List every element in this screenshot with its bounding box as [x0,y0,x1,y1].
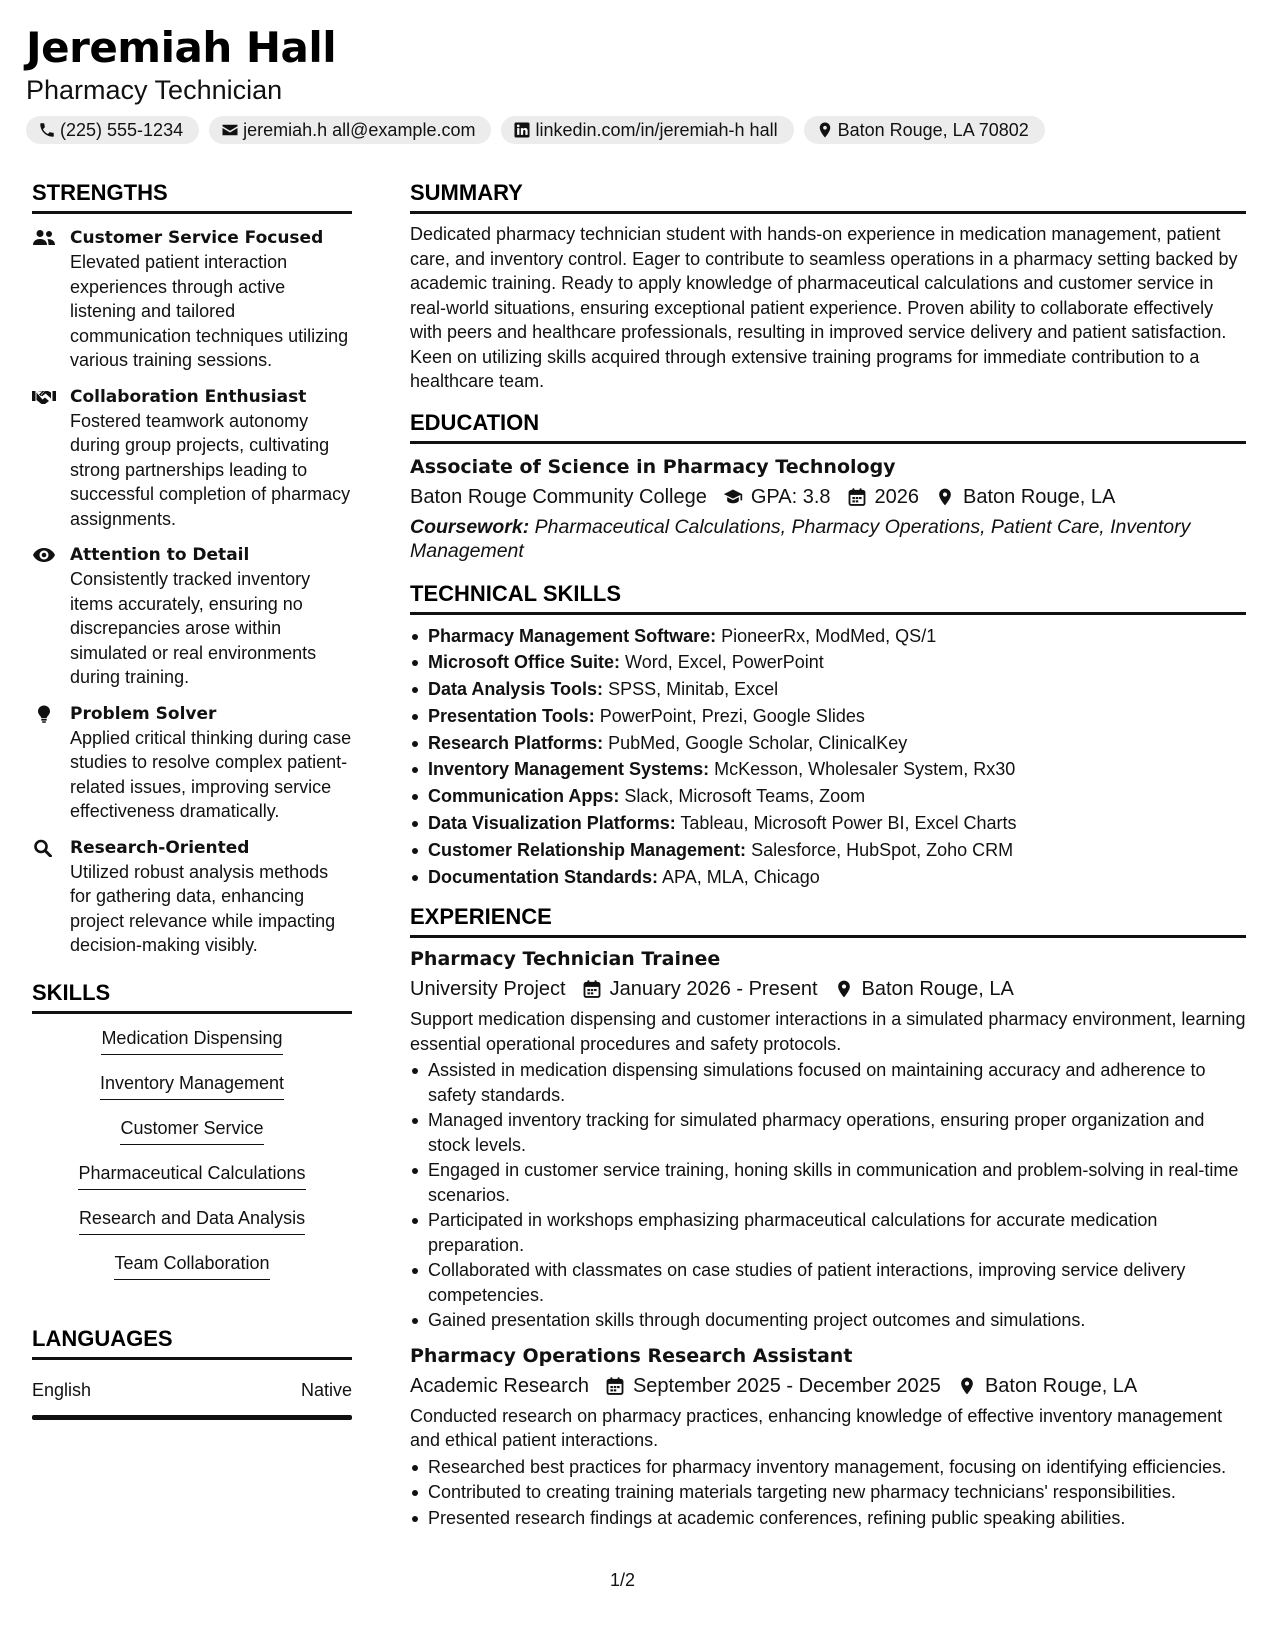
job-location: Baton Rouge, LA [861,978,1014,1001]
contact-bar [26,116,1246,144]
candidate-name: Jeremiah Hall [26,23,337,72]
calendar-icon [566,979,610,999]
skill-tag: Customer Service [120,1116,263,1145]
right-column [410,180,1246,1531]
list-item [410,676,1246,703]
list-item: Presented research findings at academic conferences, refining public speaking abilities. [410,1506,1246,1531]
tech-skill-value: Tableau, Microsoft Power BI, Excel Charts [680,813,1017,834]
job-title: Pharmacy Technician Trainee [410,948,721,971]
strength-item [32,702,352,824]
job-meta [410,1372,1246,1400]
eye-icon [32,543,70,690]
page-number: 1/2 [610,1570,636,1590]
job-organization: University Project [410,978,566,1001]
contact-email[interactable] [209,116,491,144]
strength-item [32,226,352,373]
tech-skill-value: McKesson, Wholesaler System, Rx30 [714,759,1016,780]
strength-item [32,385,352,532]
strengths-heading: STRENGTHS [32,180,352,214]
summary-text: Dedicated pharmacy technician student with hands-on experience in medication management, patient care, and inventory control. Eager to contribute to seamless operations in a pharmacy setting backed by academic training. Ready to apply knowledge of pharmaceutical calculations and customer service in real-world situations, ensuring exceptional patient experience. Proven ability to collaborate effectively with peers and healthcare professionals, resulting in improved service delivery and patient satisfaction. Keen on utilizing skills acquired through extensive training programs for immediate contribution to a healthcare team. [410,224,1238,391]
tech-skill-label: Research Platforms: [428,732,604,753]
contact-location-text: Baton Rouge, LA 70802 [837,120,1029,140]
strength-item [32,836,352,958]
contact-phone-text: (225) 555-1234 [60,120,184,140]
list-item [410,730,1246,757]
list-item [410,837,1246,864]
job-location: Baton Rouge, LA [984,1374,1138,1397]
job-description: Conducted research on pharmacy practices, enhancing knowledge of effective inventory management and ethical patient interactions. [410,1405,1223,1451]
graduation-cap-icon [707,487,751,507]
list-item [410,703,1246,730]
list-item: Contributed to creating training materials targeting new pharmacy technicians' responsibilities. [410,1480,1246,1505]
contact-linkedin-text: linkedin.com/in/jeremiah-h hall [535,120,778,140]
skill-tag: Inventory Management [100,1071,284,1100]
strength-title: Collaboration Enthusiast [70,386,307,407]
job-description: Support medication dispensing and customer interactions in a simulated pharmacy environment, learning essential operational procedures and safety protocols. [410,1009,1246,1054]
strength-description: Applied critical thinking during case studies to resolve complex patient-related issues, improving service effectiveness dramatically. [70,727,352,821]
job-organization: Academic Research [410,1374,589,1397]
language-level-bar [32,1415,352,1420]
tech-skill-label: Customer Relationship Management: [428,839,747,860]
skill-tag: Team Collaboration [114,1251,269,1280]
technical-skills-heading: TECHNICAL SKILLS [410,581,1246,615]
tech-skill-value: PowerPoint, Prezi, Google Slides [599,705,865,726]
map-pin-icon [919,487,963,507]
strength-description: Fostered teamwork autonomy during group projects, cultivating strong partnerships leading to successful completion of pharmacy assignments. [70,410,351,529]
contact-linkedin[interactable] [501,116,793,144]
job-meta [410,975,1246,1003]
school-name: Baton Rouge Community College [410,485,707,508]
map-pin-icon [941,1376,985,1396]
map-pin-icon [816,121,834,139]
contact-email-text: jeremiah.h all@example.com [243,120,476,140]
list-item [410,649,1246,676]
strength-item [32,543,352,690]
calendar-icon [589,1376,633,1396]
tech-skill-label: Communication Apps: [428,786,620,807]
language-level: Native [300,1379,352,1400]
list-item: Managed inventory tracking for simulated pharmacy operations, ensuring proper organization and stock levels. [410,1108,1246,1157]
coursework-list: Pharmaceutical Calculations, Pharmacy Operations, Patient Care, Inventory Management [410,515,1191,562]
list-item [410,783,1246,810]
list-item [410,810,1246,837]
language-name: English [32,1379,92,1400]
languages-heading: LANGUAGES [32,1326,352,1360]
list-item: Researched best practices for pharmacy inventory management, focusing on identifying efficiencies. [410,1455,1246,1480]
skills-heading: SKILLS [32,980,352,1014]
tech-skill-value: SPSS, Minitab, Excel [608,679,779,700]
job-dates: September 2025 - December 2025 [632,1374,941,1397]
list-item: Engaged in customer service training, honing skills in communication and problem-solving in real-time scenarios. [410,1158,1246,1207]
contact-phone[interactable] [26,116,199,144]
strength-title: Research-Oriented [70,837,250,858]
technical-skills-list [410,623,1246,891]
calendar-icon [831,487,875,507]
degree-title: Associate of Science in Pharmacy Technology [410,455,896,478]
experience-entry [410,1343,1246,1531]
skill-tag: Medication Dispensing [101,1026,282,1055]
education-meta [410,483,1246,511]
candidate-title: Pharmacy Technician [26,75,283,105]
experience-heading: EXPERIENCE [410,904,1246,938]
tech-skill-label: Pharmacy Management Software: [428,625,717,646]
graduation-year: 2026 [874,485,919,508]
coursework-label: Coursework: [410,515,530,538]
tech-skill-label: Inventory Management Systems: [428,759,710,780]
job-dates: January 2026 - Present [609,978,818,1001]
list-item: Assisted in medication dispensing simulations focused on maintaining accuracy and adherence to safety standards. [410,1058,1246,1107]
skills-list [32,1026,352,1296]
map-pin-icon [818,979,862,999]
strength-title: Customer Service Focused [70,228,324,248]
job-bullets [410,1455,1246,1531]
users-icon [32,226,70,373]
strength-title: Problem Solver [70,703,217,724]
job-bullets [410,1058,1246,1333]
list-item: Participated in workshops emphasizing pharmaceutical calculations for accurate medication preparation. [410,1208,1246,1257]
tech-skill-label: Microsoft Office Suite: [428,652,621,673]
tech-skill-value: APA, MLA, Chicago [662,866,820,887]
handshake-icon [32,385,70,532]
gpa-text: GPA: 3.8 [750,485,831,508]
list-item: Gained presentation skills through documenting project outcomes and simulations. [410,1308,1246,1333]
education-location: Baton Rouge, LA [963,485,1116,508]
tech-skill-value: PioneerRx, ModMed, QS/1 [721,625,937,646]
tech-skill-value: Word, Excel, PowerPoint [625,652,824,673]
tech-skill-label: Documentation Standards: [428,866,659,887]
tech-skill-label: Data Visualization Platforms: [428,813,676,834]
linkedin-icon [513,121,531,139]
tech-skill-label: Presentation Tools: [428,705,595,726]
skill-tag: Pharmaceutical Calculations [78,1161,305,1190]
lightbulb-icon [32,702,70,824]
list-item [410,864,1246,891]
tech-skill-value: Slack, Microsoft Teams, Zoom [624,786,866,807]
list-item: Collaborated with classmates on case studies of patient interactions, improving service delivery competencies. [410,1258,1246,1307]
contact-location [804,116,1045,144]
experience-entry [410,946,1246,1333]
job-title: Pharmacy Operations Research Assistant [410,1344,853,1367]
resume-header [26,22,1246,144]
envelope-icon [221,121,239,139]
tech-skill-label: Data Analysis Tools: [428,679,604,700]
summary-heading: SUMMARY [410,180,1246,214]
strength-description: Utilized robust analysis methods for gathering data, enhancing project relevance while impacting decision-making visibly. [70,861,336,955]
strength-description: Elevated patient interaction experiences through active listening and tailored communication techniques utilizing various training sessions. [70,252,349,370]
tech-skill-value: PubMed, Google Scholar, ClinicalKey [608,732,908,753]
education-heading: EDUCATION [410,410,1246,444]
language-item [32,1378,352,1402]
strength-description: Consistently tracked inventory items accurately, ensuring no discrepancies arose within simulated or real environments during training. [70,569,317,687]
tech-skill-value: Salesforce, HubSpot, Zoho CRM [751,839,1014,860]
skill-tag: Research and Data Analysis [79,1206,305,1235]
list-item [410,756,1246,783]
search-icon [32,836,70,958]
coursework [410,515,1246,563]
list-item [410,623,1246,650]
strength-title: Attention to Detail [70,545,250,565]
left-column [32,180,352,1420]
phone-icon [38,121,56,139]
